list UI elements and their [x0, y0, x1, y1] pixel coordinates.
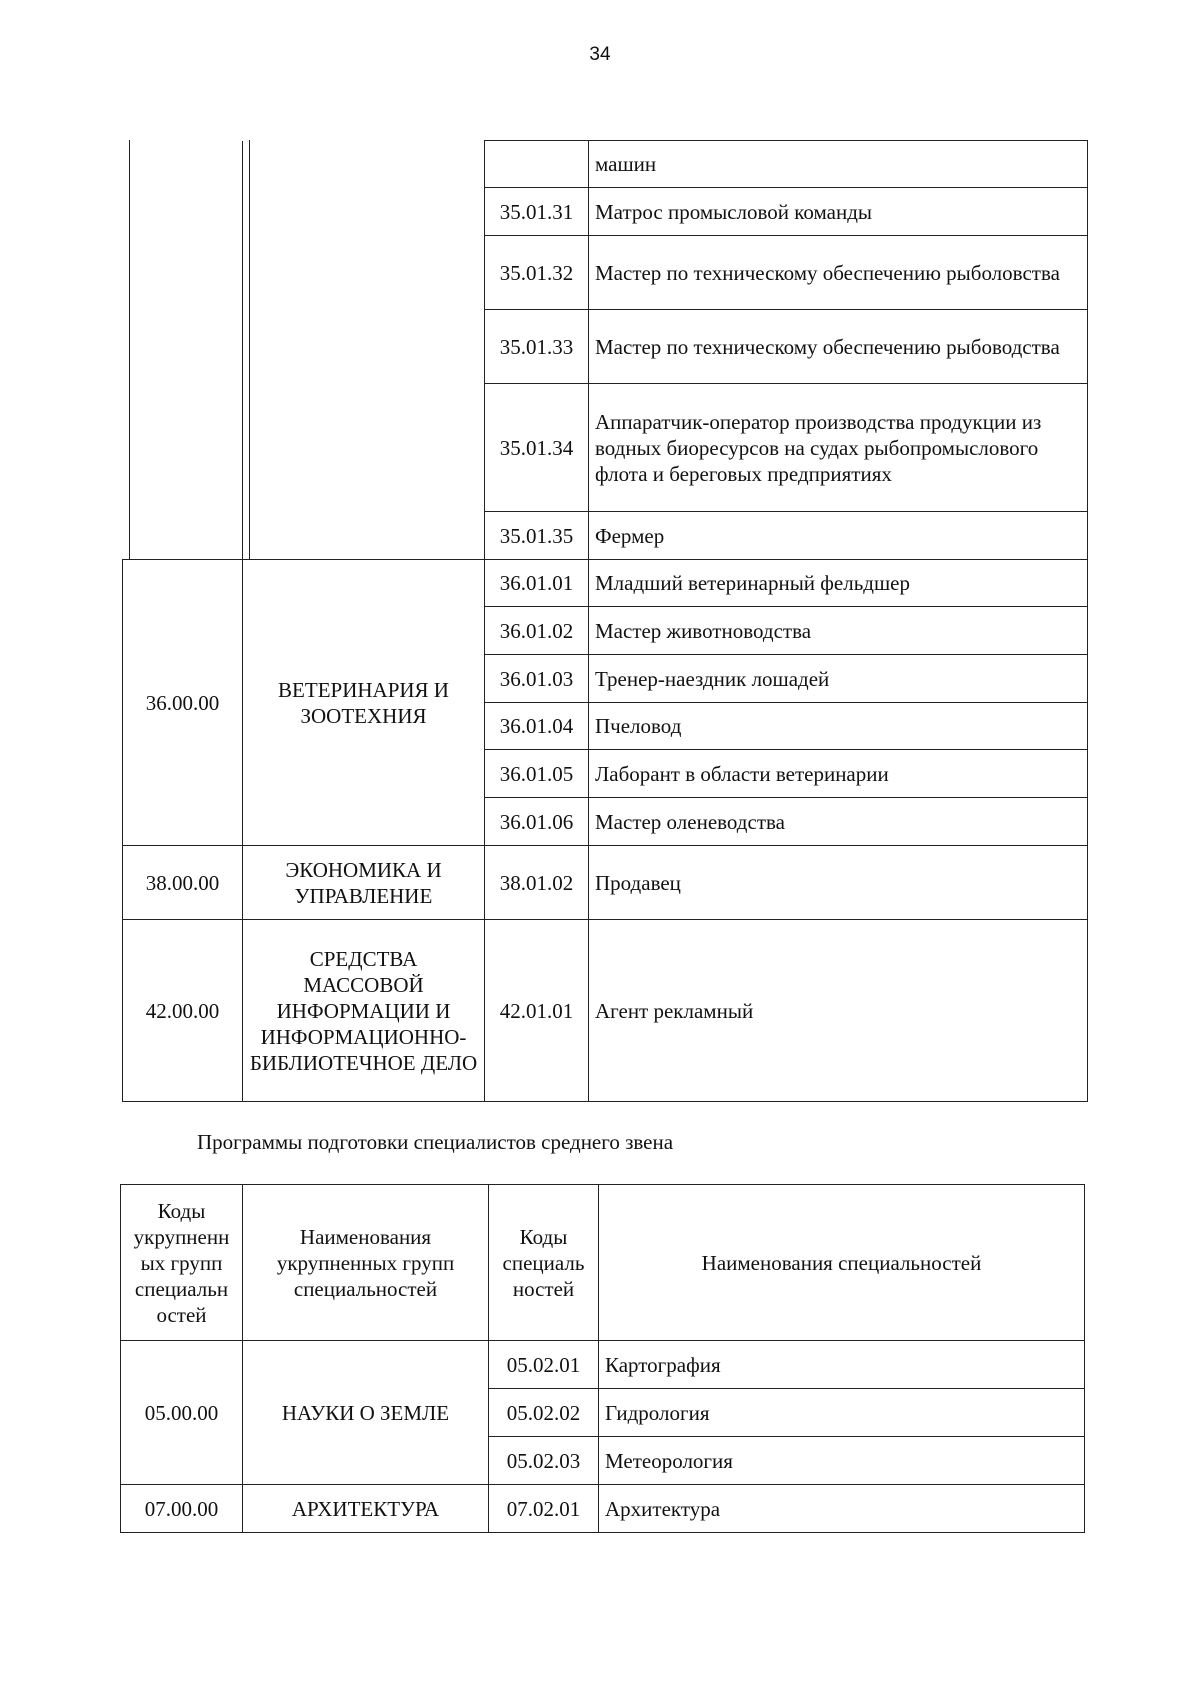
group-name: АРХИТЕКТУРА [243, 1485, 489, 1533]
table-header-row [121, 1185, 1085, 1341]
specialty-code: 36.01.02 [485, 607, 589, 655]
specialty-name: Пчеловод [589, 703, 1088, 750]
group-name: ЭКОНОМИКА И УПРАВЛЕНИЕ [243, 846, 485, 920]
specialty-code: 35.01.34 [485, 384, 589, 512]
specialty-name: Мастер животноводства [589, 607, 1088, 655]
group-code: 38.00.00 [123, 846, 243, 920]
specialty-code: 05.02.03 [489, 1437, 599, 1485]
specialty-code: 36.01.05 [485, 750, 589, 798]
specialty-code: 35.01.31 [485, 188, 589, 236]
specialty-name: Гидрология [599, 1389, 1085, 1437]
header-specialty-name: Наименования специальностей [599, 1185, 1085, 1341]
group-name: ВЕТЕРИНАРИЯ И ЗООТЕХНИЯ [243, 560, 485, 846]
specialties-table-continued [122, 140, 1088, 1102]
group-code: 07.00.00 [121, 1485, 243, 1533]
group-name: СРЕДСТВА МАССОВОЙ ИНФОРМАЦИИ И ИНФОРМАЦИОННО-БИБЛИОТЕЧНОЕ ДЕЛО [243, 920, 485, 1102]
specialty-name: машин [589, 141, 1088, 188]
mid-level-specialists-table [120, 1184, 1085, 1533]
table-row [123, 846, 1088, 920]
group-code: 05.00.00 [121, 1341, 243, 1485]
section-title: Программы подготовки специалистов среднего звена [197, 1130, 674, 1154]
specialty-code: 07.02.01 [489, 1485, 599, 1533]
specialty-code: 35.01.33 [485, 310, 589, 384]
specialty-code: 36.01.01 [485, 560, 589, 607]
specialty-code: 42.01.01 [485, 920, 589, 1102]
table-row [123, 384, 1088, 512]
group-code: 36.00.00 [123, 560, 243, 846]
specialty-code: 35.01.32 [485, 236, 589, 310]
group-code: 42.00.00 [123, 920, 243, 1102]
specialty-name: Мастер оленеводства [589, 798, 1088, 846]
specialty-name: Матрос промысловой команды [589, 188, 1088, 236]
specialty-name: Фермер [589, 512, 1088, 560]
table-row [123, 141, 1088, 188]
specialty-name: Продавец [589, 846, 1088, 920]
page-number: 34 [589, 44, 611, 65]
specialty-name: Архитектура [599, 1485, 1085, 1533]
table-row [121, 1341, 1085, 1389]
specialty-code: 35.01.35 [485, 512, 589, 560]
specialty-code: 36.01.03 [485, 655, 589, 703]
specialty-name: Метеорология [599, 1437, 1085, 1485]
header-group-name: Наименования укрупненных групп специальностей [243, 1185, 489, 1341]
specialty-name: Тренер-наездник лошадей [589, 655, 1088, 703]
specialty-name: Агент рекламный [589, 920, 1088, 1102]
specialty-name: Мастер по техническому обеспечению рыболовства [589, 236, 1088, 310]
table-row [123, 236, 1088, 310]
specialty-code: 36.01.06 [485, 798, 589, 846]
specialty-name: Аппаратчик-оператор производства продукции из водных биоресурсов на судах рыбопромыслового флота и береговых предприятиях [589, 384, 1088, 512]
specialty-name: Лаборант в области ветеринарии [589, 750, 1088, 798]
table-row [121, 1485, 1085, 1533]
specialty-name: Картография [599, 1341, 1085, 1389]
specialty-code: 36.01.04 [485, 703, 589, 750]
specialty-code [485, 141, 589, 188]
table-row [123, 560, 1088, 607]
table-row [123, 512, 1088, 560]
specialty-code: 38.01.02 [485, 846, 589, 920]
table-row [123, 310, 1088, 384]
specialty-code: 05.02.02 [489, 1389, 599, 1437]
specialty-name: Мастер по техническому обеспечению рыбоводства [589, 310, 1088, 384]
table-row [123, 920, 1088, 1102]
header-specialty-code: Коды специаль ностей [489, 1185, 599, 1341]
header-group-code: Коды укрупненн ых групп специальн остей [121, 1185, 243, 1341]
table-row [123, 188, 1088, 236]
specialty-name: Младший ветеринарный фельдшер [589, 560, 1088, 607]
group-name: НАУКИ О ЗЕМЛЕ [243, 1341, 489, 1485]
specialty-code: 05.02.01 [489, 1341, 599, 1389]
